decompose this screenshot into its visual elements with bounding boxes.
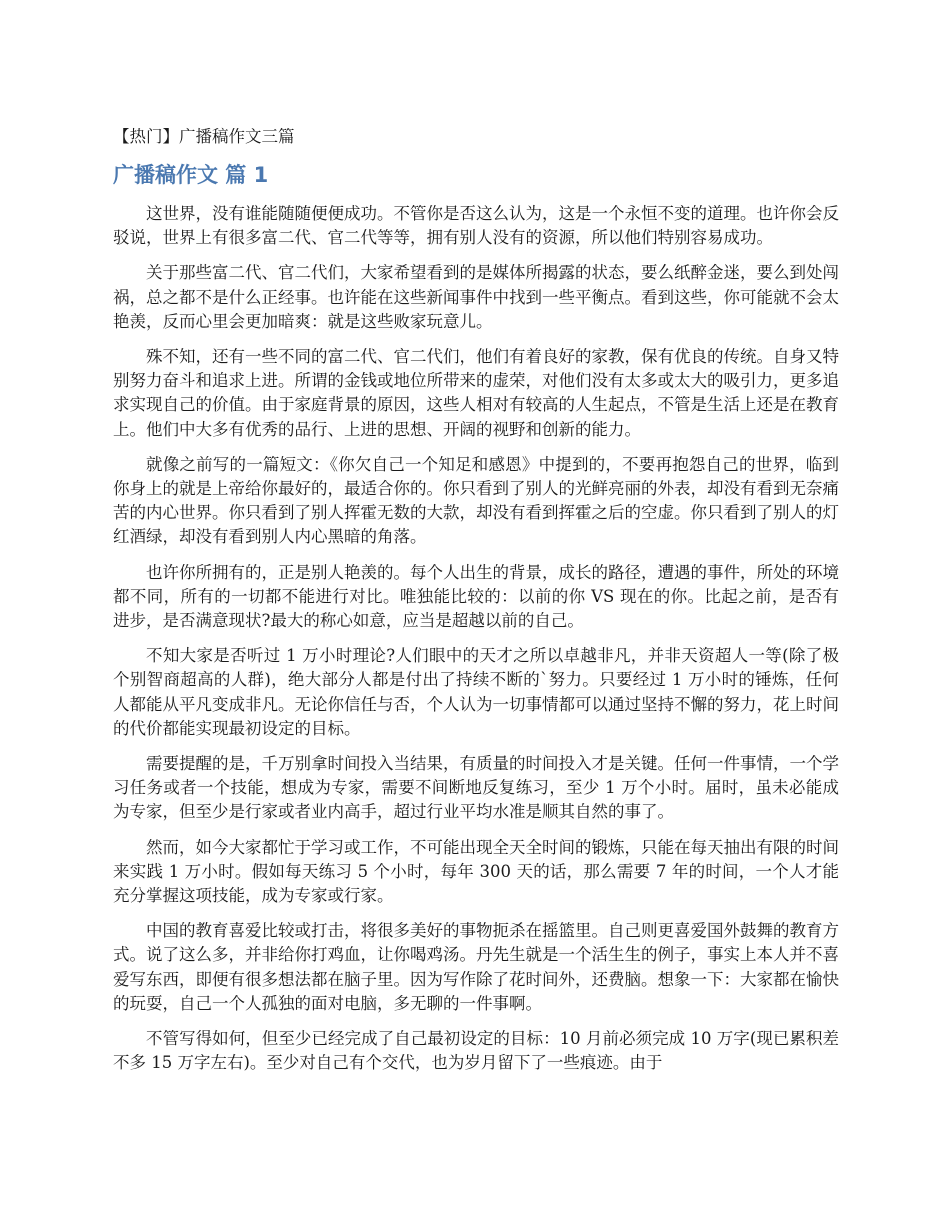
- paragraph-1: 这世界，没有谁能随随便便成功。不管你是否这么认为，这是一个永恒不变的道理。也许你会反驳说，世界上有很多富二代、官二代等等，拥有别人没有的资源，所以他们特别容易成功。: [113, 204, 839, 248]
- paragraph-10: 不管写得如何，但至少已经完成了自己最初设定的目标：10 月前必须完成 10 万字(现已累积差不多 15 万字左右)。至少对自己有个交代，也为岁月留下了一些痕迹。由于: [113, 1029, 839, 1073]
- paragraph-2: 关于那些富二代、官二代们，大家希望看到的是媒体所揭露的状态，要么纸醉金迷，要么到处闯祸，总之都不是什么正经事。也许能在这些新闻事件中找到一些平衡点。看到这些，你可能就不会太艳羡，反而心里会更加暗爽：就是这些败家玩意儿。: [113, 263, 839, 331]
- paragraph-7: 需要提醒的是，千万别拿时间投入当结果，有质量的时间投入才是关键。任何一件事情，一个学习任务或者一个技能，想成为专家，需要不间断地反复练习，至少 1 万个小时。届时，虽未必能成为专家，但至少是行家或者业内高手，超过行业平均水准是顺其自然的事了。: [113, 754, 839, 822]
- paragraph-6: 不知大家是否听过 1 万小时理论?人们眼中的天才之所以卓越非凡，并非天资超人一等(除了极个别智商超高的人群)，绝大部分人都是付出了持续不断的`努力。只要经过 1 万小时的锤炼，任何人都能从平凡变成非凡。无论你信任与否，个人认为一切事情都可以通过坚持不懈的努力，花上时间的代价都能实现最初设定的目标。: [113, 646, 839, 738]
- paragraph-8: 然而，如今大家都忙于学习或工作，不可能出现全天全时间的锻炼，只能在每天抽出有限的时间来实践 1 万小时。假如每天练习 5 个小时，每年 300 天的话，那么需要 7 年的时间，一个人才能充分掌握这项技能，成为专家或行家。: [113, 837, 839, 906]
- document-title: 【热门】广播稿作文三篇: [113, 127, 295, 146]
- paragraph-3: 殊不知，还有一些不同的富二代、官二代们，他们有着良好的家教，保有优良的传统。自身又特别努力奋斗和追求上进。所谓的金钱或地位所带来的虚荣，对他们没有太多或太大的吸引力，更多追求实现自己的价值。由于家庭背景的原因，这些人相对有较高的人生起点，不管是生活上还是在教育上。他们中大多有优秀的品行、上进的思想、开阔的视野和创新的能力。: [113, 347, 839, 439]
- document-page: [113, 122, 839, 1087]
- paragraph-5: 也许你所拥有的，正是别人艳羡的。每个人出生的背景，成长的路径，遭遇的事件，所处的环境都不同，所有的一切都不能进行对比。唯独能比较的：以前的你 VS 现在的你。比起之前，是否有进步，是否满意现状?最大的称心如意，应当是超越以前的自己。: [113, 562, 839, 631]
- paragraph-4: 就像之前写的一篇短文：《你欠自己一个知足和感恩》中提到的，不要再抱怨自己的世界，临到你身上的就是上帝给你最好的，最适合你的。你只看到了别人的光鲜亮丽的外表，却没有看到无奈痛苦的内心世界。你只看到了别人挥霍无数的大款，却没有看到挥霍之后的空虚。你只看到了别人的灯红酒绿，却没有看到别人内心黑暗的角落。: [113, 454, 839, 547]
- section-heading: 广播稿作文 篇 1: [113, 163, 269, 187]
- paragraph-9: 中国的教育喜爱比较或打击，将很多美好的事物扼杀在摇篮里。自己则更喜爱国外鼓舞的教育方式。说了这么多，并非给你打鸡血，让你喝鸡汤。丹先生就是一个活生生的例子，事实上本人并不喜爱写东西，即便有很多想法都在脑子里。因为写作除了花时间外，还费脑。想象一下：大家都在愉快的玩耍，自己一个人孤独的面对电脑，多无聊的一件事啊。: [113, 921, 839, 1013]
